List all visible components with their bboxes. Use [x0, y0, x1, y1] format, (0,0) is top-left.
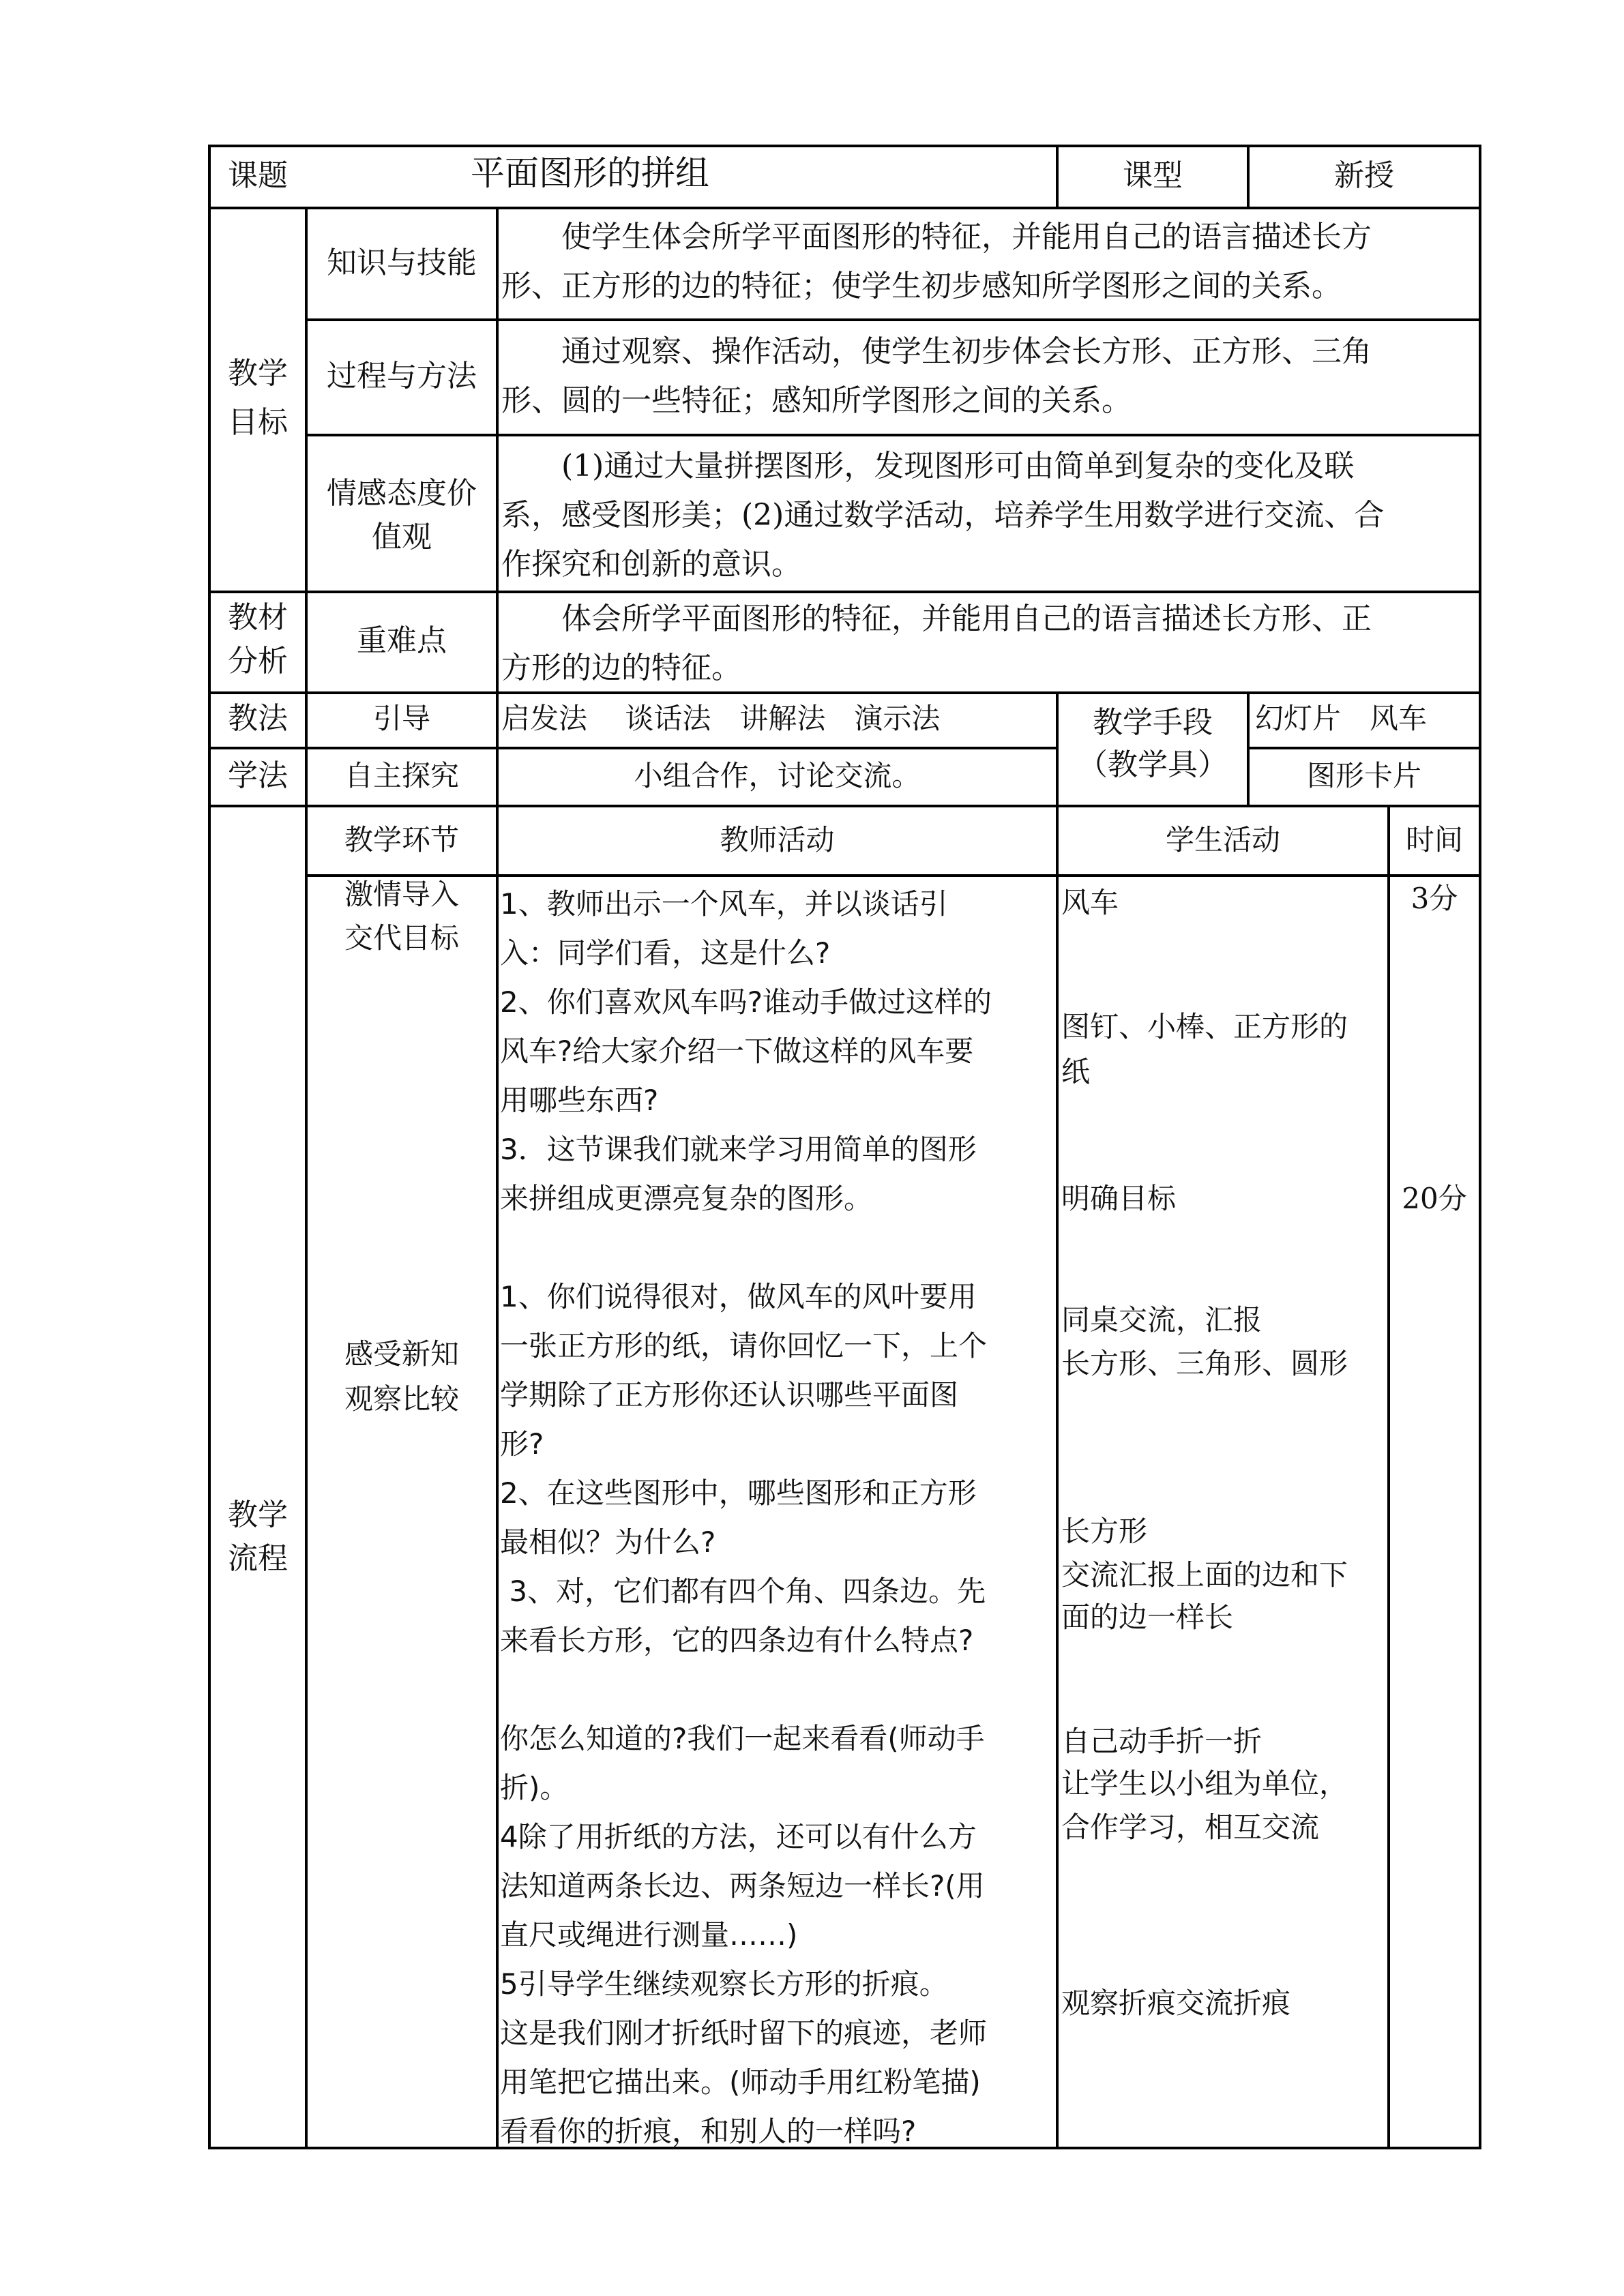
student-line: 面的边一样长: [1061, 1600, 1234, 1634]
student-line: 风车: [1061, 886, 1119, 919]
teaching-means-label-line-1: 教学手段: [1093, 705, 1213, 740]
teaching-method-sub: 引导: [372, 702, 430, 735]
teacher-line: 用笔把它描出来。(师动手用红粉笔描): [500, 2066, 981, 2099]
teacher-line: 4除了用折纸的方法，还可以有什么方: [500, 1820, 977, 1853]
teacher-line: 5引导学生继续观察长方形的折痕。: [500, 1967, 948, 2001]
knowledge-label: 知识与技能: [327, 245, 477, 280]
column-header-teacher: 教师活动: [720, 823, 835, 856]
teacher-line: 2、你们喜欢风车吗?谁动手做过这样的: [500, 985, 992, 1019]
student-line: 合作学习，相互交流: [1061, 1810, 1320, 1844]
teacher-line: 来拼组成更漂亮复杂的图形。: [500, 1182, 873, 1215]
student-line: 明确目标: [1061, 1182, 1177, 1215]
teacher-line: 3．这节课我们就来学习用简单的图形: [500, 1133, 977, 1166]
teacher-line: 3、对，它们都有四个角、四条边。先: [500, 1575, 986, 1608]
process-label-line-1: 教学: [228, 1497, 288, 1532]
teacher-line: 看看你的折痕，和别人的一样吗?: [500, 2115, 917, 2147]
row-line: [208, 207, 1481, 209]
column-header-stage: 教学环节: [344, 823, 459, 856]
teacher-line: 用哪些东西?: [500, 1084, 659, 1117]
student-line: 交流汇报上面的边和下: [1061, 1558, 1348, 1592]
teaching-method-label: 教法: [228, 701, 288, 736]
key-points-label: 重难点: [357, 623, 447, 658]
stage-1-line-1: 激情导入: [344, 878, 459, 911]
border-top: [208, 145, 1481, 147]
teacher-line: 这是我们刚才折纸时留下的痕迹，老师: [500, 2016, 988, 2050]
process-text-line-1: 通过观察、操作活动，使学生初步体会长方形、正方形、三角: [501, 334, 1372, 369]
student-line: 自己动手折一折: [1061, 1725, 1263, 1758]
analysis-label-line-1: 教材: [228, 600, 288, 635]
teacher-line: 入：同学们看，这是什么?: [500, 936, 831, 970]
teacher-line: 形?: [500, 1427, 544, 1461]
stage-2-line-2: 观察比较: [344, 1382, 459, 1416]
teaching-method-value: 启发法 谈话法 讲解法 演示法: [501, 702, 941, 735]
time-value: 3分: [1411, 882, 1458, 915]
teacher-activity-column: [499, 880, 1056, 2147]
col-line: [1387, 805, 1390, 2149]
emotion-label-line-1: 情感态度价: [327, 476, 477, 511]
learning-method-label: 学法: [228, 758, 288, 793]
subject-value: 平面图形的拼组: [471, 153, 709, 193]
teacher-line: 法知道两条长边、两条短边一样长?(用: [500, 1869, 985, 1903]
border-right: [1479, 145, 1481, 2149]
process-label-line-2: 流程: [228, 1541, 288, 1576]
teacher-line: 来看长方形，它的四条边有什么特点?: [500, 1624, 974, 1657]
key-points-text-line-2: 方形的边的特征。: [501, 651, 741, 685]
emotion-text-line-1: (1)通过大量拼摆图形，发现图形可由简单到复杂的变化及联: [501, 449, 1355, 483]
teacher-line: 1、你们说得很对，做风车的风叶要用: [500, 1280, 977, 1313]
column-header-student: 学生活动: [1165, 823, 1280, 856]
stage-2-line-1: 感受新知: [344, 1337, 459, 1371]
lesson-type-label: 课型: [1123, 158, 1183, 193]
student-line: 同桌交流，汇报: [1061, 1303, 1263, 1337]
col-line: [1056, 691, 1059, 2149]
emotion-text-line-3: 作探究和创新的意识。: [501, 547, 801, 582]
student-line: 观察折痕交流折痕: [1061, 1986, 1291, 2020]
stage-1-line-2: 交代目标: [344, 921, 459, 955]
student-line: 纸: [1061, 1055, 1091, 1088]
teacher-line: 1、教师出示一个风车，并以谈话引: [500, 887, 948, 921]
teaching-means-value-2: 图形卡片: [1306, 759, 1421, 792]
key-points-text-line-1: 体会所学平面图形的特征，并能用自己的语言描述长方形、正: [501, 601, 1372, 636]
teacher-line: 直尺或绳进行测量……): [500, 1918, 798, 1952]
emotion-text-line-2: 系，感受图形美；(2)通过数学活动，培养学生用数学进行交流、合: [501, 498, 1385, 533]
student-line: 长方形、三角形、圆形: [1061, 1347, 1348, 1380]
row-line: [208, 805, 1481, 807]
time-value: 20分: [1402, 1182, 1467, 1215]
row-line: [305, 434, 1481, 436]
teaching-means-label-line-2: （教学具）: [1078, 747, 1228, 782]
learning-method-value: 小组合作，讨论交流。: [634, 759, 921, 792]
analysis-label-line-2: 分析: [228, 644, 288, 679]
knowledge-text-line-2: 形、正方形的边的特征；使学生初步感知所学图形之间的关系。: [501, 269, 1342, 303]
teacher-line: 你怎么知道的?我们一起来看看(师动手: [500, 1722, 985, 1755]
lesson-type-value: 新授: [1334, 158, 1394, 193]
learning-method-sub: 自主探究: [344, 759, 459, 792]
row-line: [1250, 747, 1481, 749]
teacher-line: 一张正方形的纸，请你回忆一下，上个: [500, 1329, 988, 1362]
process-text-line-2: 形、圆的一些特征；感知所学图形之间的关系。: [501, 383, 1132, 418]
row-line: [305, 318, 1481, 321]
objectives-label-line-1: 教学目标: [228, 356, 288, 440]
teacher-line: 折)。: [500, 1771, 569, 1804]
teaching-means-value-1: 幻灯片 风车: [1255, 702, 1428, 735]
student-line: 长方形: [1061, 1515, 1148, 1548]
student-line: 让学生以小组为单位，: [1061, 1767, 1348, 1800]
knowledge-text-line-1: 使学生体会所学平面图形的特征，并能用自己的语言描述长方: [501, 220, 1372, 254]
process-method-label: 过程与方法: [327, 359, 477, 393]
row-line: [208, 591, 1481, 593]
teacher-line: 风车?给大家介绍一下做这样的风车要: [500, 1034, 974, 1068]
student-line: 图钉、小棒、正方形的: [1061, 1010, 1348, 1043]
row-line: [208, 747, 1059, 749]
border-bottom: [208, 2147, 1481, 2149]
teacher-line: 最相似？为什么?: [500, 1525, 716, 1559]
emotion-label-line-2: 值观: [372, 520, 432, 554]
column-header-time: 时间: [1405, 823, 1463, 856]
teacher-line: 学期除了正方形你还认识哪些平面图: [500, 1378, 959, 1412]
subject-label: 课题: [228, 158, 288, 193]
teacher-line: 2、在这些图形中，哪些图形和正方形: [500, 1476, 977, 1510]
